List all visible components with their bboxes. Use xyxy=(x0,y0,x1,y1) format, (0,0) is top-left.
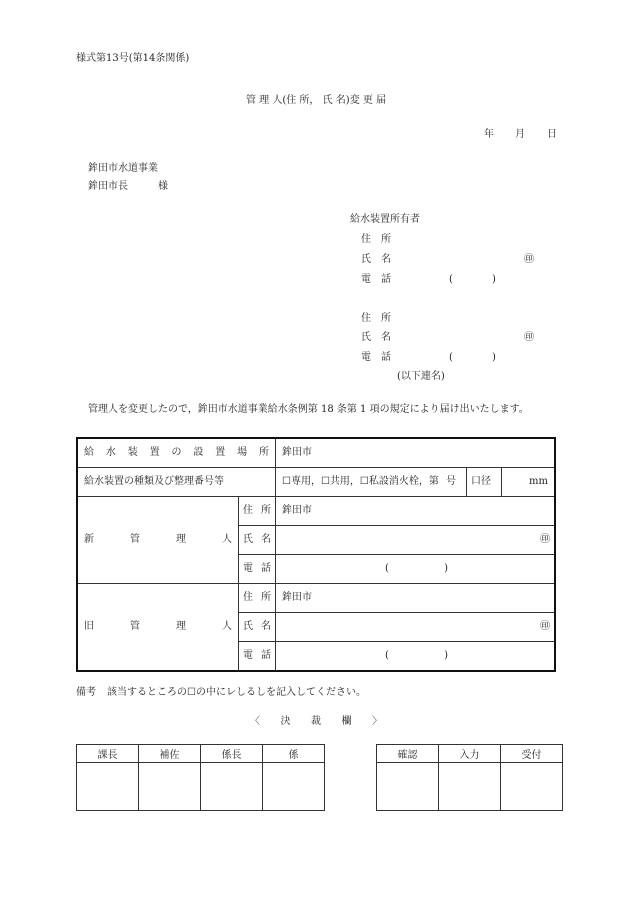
location-label-cell xyxy=(77,438,276,468)
decision-heading-text: 〈 決 裁 欄 〉 xyxy=(250,716,382,727)
decision-heading xyxy=(250,717,382,727)
old-manager-address-row xyxy=(77,584,555,613)
old-phone-label-cell xyxy=(239,642,276,672)
approval-box[interactable] xyxy=(77,763,139,811)
owner-name-label: 氏 名 xyxy=(361,254,391,265)
old-address-label: 住 所 xyxy=(243,592,271,603)
old-manager-label-cell xyxy=(77,584,239,672)
approval-box[interactable] xyxy=(201,763,263,811)
owner-seal: ㊞ xyxy=(524,254,534,265)
bore-unit[interactable]: mm xyxy=(502,468,556,497)
old-address-label-cell xyxy=(239,584,276,613)
approval-confirm: 確認 xyxy=(377,745,439,763)
approval-right-header xyxy=(377,745,563,763)
new-manager-label: 新 管 理 人 xyxy=(84,534,232,545)
new-phone-paren-open: ( xyxy=(385,563,389,574)
addressee-mayor: 鉾田市長 xyxy=(88,181,128,192)
owner2-name-label: 氏 名 xyxy=(361,332,391,343)
old-address-value[interactable]: 鉾田市 xyxy=(276,584,556,613)
approval-staff: 係 xyxy=(263,745,325,763)
location-value[interactable]: 鉾田市 xyxy=(276,438,556,468)
old-phone-paren-close: ) xyxy=(444,650,448,661)
owner2-address-label: 住 所 xyxy=(361,313,391,324)
form-title: 管 理 人(住 所， 氏 名)変 更 届 xyxy=(246,95,387,106)
old-phone-paren-open: ( xyxy=(385,650,389,661)
location-row xyxy=(77,438,555,468)
approval-box[interactable] xyxy=(377,763,439,811)
new-seal: ㊞ xyxy=(540,534,550,545)
new-phone-paren-close: ) xyxy=(444,563,448,574)
old-name-value[interactable] xyxy=(276,613,556,642)
new-manager-label-cell xyxy=(77,497,239,584)
new-address-label-cell xyxy=(239,497,276,526)
approval-right-body xyxy=(377,763,563,811)
new-manager-address-row xyxy=(77,497,555,526)
owner-address-label: 住 所 xyxy=(361,234,391,245)
type-options-cell[interactable] xyxy=(276,468,467,497)
old-name-label-cell xyxy=(239,613,276,642)
old-seal: ㊞ xyxy=(540,621,550,632)
old-name-label: 氏 名 xyxy=(243,621,271,632)
owner2-phone-paren-close: ) xyxy=(492,352,496,363)
new-address-value[interactable]: 鉾田市 xyxy=(276,497,556,526)
approval-box[interactable] xyxy=(439,763,501,811)
type-options[interactable]: ☐専用，☐共用，☐私設消火栓，第 xyxy=(282,476,439,487)
approval-receipt: 受付 xyxy=(501,745,563,763)
old-phone-value[interactable] xyxy=(276,642,556,672)
approval-section-chief: 課長 xyxy=(77,745,139,763)
owner-phone-paren-open: ( xyxy=(449,274,453,285)
new-name-label: 氏 名 xyxy=(243,534,271,545)
approval-input: 入力 xyxy=(439,745,501,763)
owner-phone-label: 電 話 xyxy=(361,274,391,285)
addressee-honorific: 様 xyxy=(158,181,168,192)
owner-phone-paren-close: ) xyxy=(492,274,496,285)
old-manager-label: 旧 管 理 人 xyxy=(84,621,232,632)
statement-text: 管理人を変更したので，鉾田市水道事業給水条例第 18 条第 1 項の規定により届け出いたします。 xyxy=(88,404,529,415)
old-phone-label: 電 話 xyxy=(243,650,271,661)
number-suffix: 号 xyxy=(446,476,456,487)
joint-note: (以下連名) xyxy=(397,371,445,382)
date-month: 月 xyxy=(515,129,525,140)
approval-box[interactable] xyxy=(501,763,563,811)
bore-label: 口径 xyxy=(467,468,502,497)
approval-chief: 係長 xyxy=(201,745,263,763)
type-label: 給水装置の種類及び整理番号等 xyxy=(77,468,276,497)
date-year: 年 xyxy=(484,129,494,140)
addressee-org: 鉾田市水道事業 xyxy=(88,163,158,174)
new-address-label: 住 所 xyxy=(243,505,271,516)
new-phone-value[interactable] xyxy=(276,555,556,584)
approval-table-left xyxy=(76,744,325,811)
remarks-text: 該当するところの☐の中にレしるしを記入してください。 xyxy=(107,687,366,698)
type-row xyxy=(77,468,555,497)
remarks-label: 備考 xyxy=(76,687,96,698)
approval-assistant: 補佐 xyxy=(139,745,201,763)
new-phone-label-cell xyxy=(239,555,276,584)
new-name-value[interactable] xyxy=(276,526,556,555)
new-name-label-cell xyxy=(239,526,276,555)
approval-left-body xyxy=(77,763,325,811)
approval-box[interactable] xyxy=(263,763,325,811)
owner2-seal: ㊞ xyxy=(524,332,534,343)
approval-box[interactable] xyxy=(139,763,201,811)
date-day: 日 xyxy=(547,129,557,140)
form-number: 様式第13号(第14条関係) xyxy=(76,53,190,64)
owner2-phone-paren-open: ( xyxy=(449,352,453,363)
application-table xyxy=(76,437,556,672)
new-phone-label: 電 話 xyxy=(243,563,271,574)
location-label: 給 水 装 置 の 設 置 場 所 xyxy=(84,447,269,458)
approval-table-right xyxy=(376,744,563,811)
owner-heading: 給水装置所有者 xyxy=(350,214,420,225)
approval-left-header xyxy=(77,745,325,763)
owner2-phone-label: 電 話 xyxy=(361,352,391,363)
